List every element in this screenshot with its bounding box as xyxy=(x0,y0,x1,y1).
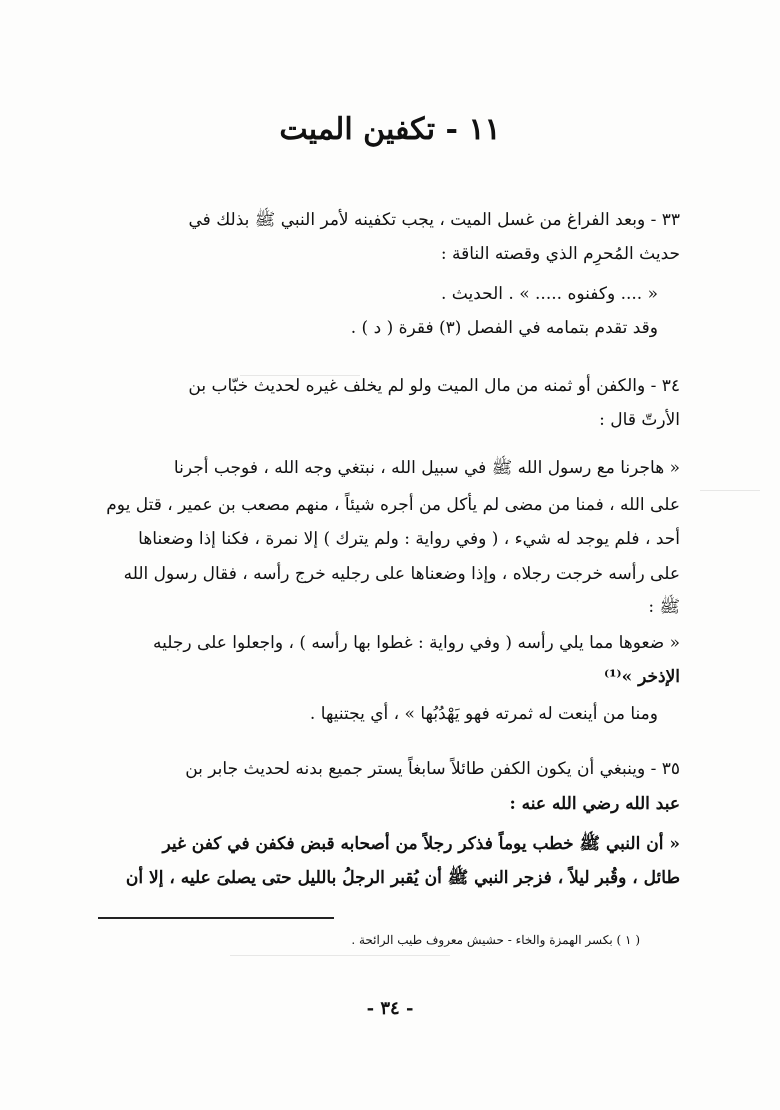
quote-line: « .... وكفنوه ..... » . الحديث . xyxy=(440,284,658,304)
hadith-jabir-line-2: طائل ، وقُبر ليلاً ، فزجر النبي ﷺ أن يُقبر الرجلُ بالليل حتى يصلىَ عليه ، إلا أن xyxy=(125,868,680,888)
scan-speck xyxy=(700,490,760,491)
paragraph-33-line-2: حديث المُحرِم الذي وقصته الناقة : xyxy=(440,244,680,264)
footnote-divider xyxy=(98,917,334,919)
hadith-jabir-line-1: « أن النبي ﷺ خطب يوماً فذكر رجلاً من أصحابه قبض فكفن في كفن غير xyxy=(162,834,680,854)
paragraph-35-line-1: ٣٥ - وينبغي أن يكون الكفن طائلاً سابغاً يستر جميع بدنه لحديث جابر بن xyxy=(185,759,680,779)
hadith-line-4: على رأسه خرجت رجلاه ، وإذا وضعناها على رجليه خرج رأسه ، فقال رسول الله xyxy=(123,564,680,584)
paragraph-34-line-1: ٣٤ - والكفن أو ثمنه من مال الميت ولو لم يخلف غيره لحديث خبّاب بن xyxy=(188,376,680,396)
hadith-line-8: ومنا من أينعت له ثمرته فهو يَهْدُبُها » ، أي يجتنيها . xyxy=(309,704,658,724)
chapter-title: ١١ - تكفين الميت xyxy=(279,112,501,147)
reference-line: وقد تقدم بتمامه في الفصل (٣) فقرة ( د ) . xyxy=(350,318,658,338)
hadith-line-1: « هاجرنا مع رسول الله ﷺ في سبيل الله ، نبتغي وجه الله ، فوجب أجرنا xyxy=(173,458,680,478)
scan-speck xyxy=(240,375,360,376)
hadith-line-6: « ضعوها مما يلي رأسه ( وفي رواية : غطوا بها رأسه ) ، واجعلوا على رجليه xyxy=(152,633,680,653)
hadith-line-5: ﷺ : xyxy=(648,597,680,617)
page-number: - ٣٤ - xyxy=(366,998,414,1019)
hadith-line-2: على الله ، فمنا من مضى لم يأكل من أجره شيئاً ، منهم مصعب بن عمير ، قتل يوم xyxy=(106,495,680,515)
paragraph-34-line-2: الأرتّ قال : xyxy=(599,410,680,430)
scan-speck xyxy=(230,955,450,956)
footnote: ( ١ ) بكسر الهمزة والخاء - حشيش معروف طيب الرائحة . xyxy=(351,933,640,947)
hadith-line-3: أحد ، فلم يوجد له شيء ، ( وفي رواية : ولم يترك ) إلا نمرة ، فكنا إذا وضعناها xyxy=(138,529,680,549)
paragraph-35-line-2: عبد الله رضي الله عنه : xyxy=(509,794,680,814)
hadith-line-7: الإذخر »⁽¹⁾ xyxy=(603,667,680,687)
paragraph-33-line-1: ٣٣ - وبعد الفراغ من غسل الميت ، يجب تكفينه لأمر النبي ﷺ بذلك في xyxy=(188,210,680,230)
